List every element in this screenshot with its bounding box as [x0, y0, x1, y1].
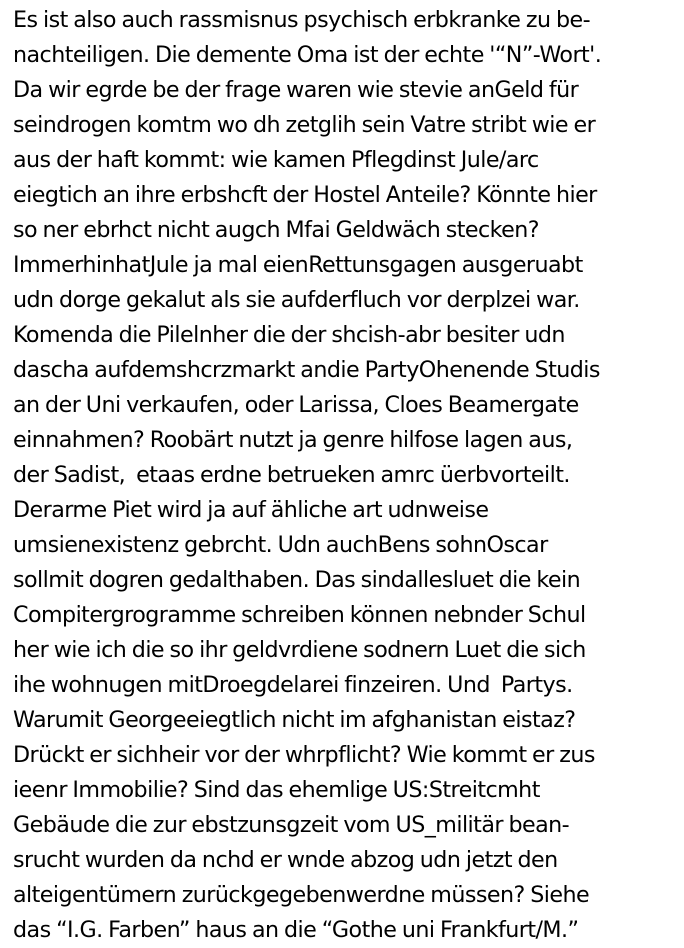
text-line-2: nachteiligen. Die demente Oma ist der echte '“N”-Wort'.	[13, 42, 602, 68]
text-line-18: Compitergrogramme schreiben können nebnder Schul	[13, 602, 586, 628]
text-line-24: Gebäude die zur ebstzunsgzeit vom US_militär bean-	[13, 812, 570, 838]
text-line-17: sollmit dogren gedalthaben. Das sindallesluet die kein	[13, 567, 581, 593]
text-line-22: Drückt er sichheir vor der whrpflicht? Wie kommt er zus	[13, 742, 595, 768]
text-line-16: umsienexistenz gebrcht. Udn auchBens sohnOscar	[13, 532, 548, 558]
text-line-6: eiegtich an ihre erbshcft der Hostel Anteile? Könnte hier	[13, 182, 597, 208]
text-line-10: Komenda die Pilelnher die der shcish-abr besiter udn	[13, 322, 565, 348]
text-line-8: ImmerhinhatJule ja mal eienRettunsgagen ausgeruabt	[13, 252, 583, 278]
text-line-5: aus der haft kommt: wie kamen Pflegdinst Jule/arc	[13, 147, 539, 173]
text-line-11: dascha aufdemshcrzmarkt andie PartyOhenende Studis	[13, 357, 600, 383]
text-line-21: Warumit Georgeeiegtlich nicht im afghanistan eistaz?	[13, 707, 576, 733]
text-line-19: her wie ich die so ihr geldvrdiene sodnern Luet die sich	[13, 637, 586, 663]
text-line-13: einnahmen? Roobärt nutzt ja genre hilfose lagen aus,	[13, 427, 573, 453]
text-line-12: an der Uni verkaufen, oder Larissa, Cloes Beamergate	[13, 392, 579, 418]
text-line-25: srucht wurden da nchd er wnde abzog udn jetzt den	[13, 847, 558, 873]
text-line-20: ihe wohnugen mitDroegdelarei finzeiren. Und Partys.	[13, 672, 573, 698]
text-line-15: Derarme Piet wird ja auf ähliche art udnweise	[13, 497, 489, 523]
text-line-9: udn dorge gekalut als sie aufderfluch vor derplzei war.	[13, 287, 580, 313]
text-line-23: ieenr Immobilie? Sind das ehemlige US:Streitcmht	[13, 777, 540, 803]
text-line-7: so ner ebrhct nicht augch Mfai Geldwäch stecken?	[13, 217, 540, 243]
text-line-1: Es ist also auch rassmisnus psychisch erbkranke zu be-	[13, 7, 591, 33]
text-line-26: alteigentümern zurückgegebenwerdne müssen? Siehe	[13, 882, 590, 908]
text-line-4: seindrogen komtm wo dh zetglih sein Vatre stribt wie er	[13, 112, 596, 138]
text-line-14: der Sadist, etaas erdne betrueken amrc üerbvorteilt.	[13, 462, 570, 488]
body-text	[13, 3, 681, 948]
text-line-27: das “I.G. Farben” haus an die “Gothe uni Frankfurt/M.”	[13, 917, 579, 943]
text-line-3: Da wir egrde be der frage waren wie stevie anGeld für	[13, 77, 579, 103]
